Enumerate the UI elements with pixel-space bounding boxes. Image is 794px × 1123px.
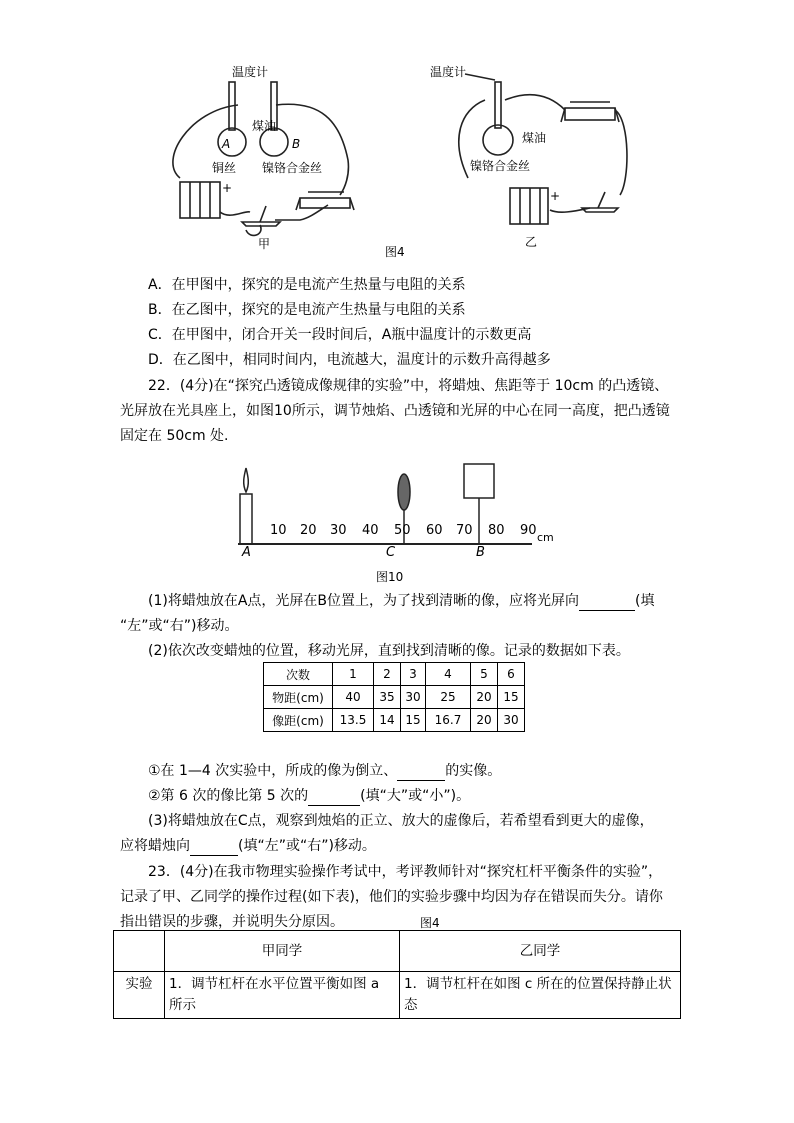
answer-blank-4[interactable]	[190, 837, 238, 856]
data-table	[263, 662, 525, 732]
table-row	[114, 931, 681, 972]
q23-intro-line3: 指出错误的步骤，并说明失分原因。	[120, 914, 344, 930]
table-row	[264, 709, 525, 732]
q22-part2: (2)依次改变蜡烛的位置，移动光屏，直到找到清晰的像。记录的数据如下表。	[148, 643, 630, 659]
table-cell: 13.5	[333, 709, 374, 732]
q22-part3-cont	[120, 837, 376, 856]
tick-80: 80	[488, 523, 505, 538]
q22-part1-text: (1)将蜡烛放在A点，光屏在B位置上，为了找到清晰的像，应将光屏向	[148, 593, 580, 609]
optical-bench	[232, 458, 572, 558]
oil-label-left: 煤油	[252, 119, 277, 133]
table-cell: 1．调节杠杆在水平位置平衡如图 a 所示	[165, 972, 400, 1019]
table-header: 甲同学	[165, 931, 400, 972]
figure-10-caption: 图10	[376, 570, 404, 584]
tick-60: 60	[426, 523, 443, 538]
table-cell: 3	[401, 663, 426, 686]
tick-40: 40	[362, 523, 379, 538]
circuit-diagram	[150, 60, 650, 260]
table-cell: 物距(cm)	[264, 686, 333, 709]
table-cell: 30	[401, 686, 426, 709]
steps-table	[113, 930, 681, 1019]
table-cell-empty	[114, 931, 165, 972]
unit-cm: cm	[537, 531, 554, 544]
diagram-label-jia: 甲	[258, 237, 271, 251]
tick-10: 10	[270, 523, 287, 538]
table-cell: 15	[401, 709, 426, 732]
flask-a-label: A	[222, 137, 231, 151]
q22-part3-text: 应将蜡烛向	[120, 838, 190, 854]
q22-part1	[148, 592, 654, 611]
table-cell: 1．调节杠杆在如图 c 所在的位置保持静止状态	[400, 972, 681, 1019]
table-cell: 5	[471, 663, 498, 686]
option-b: B．在乙图中，探究的是电流产生热量与电阻的关系	[148, 302, 466, 318]
diagram-label-yi: 乙	[525, 235, 538, 249]
flask-b-label: B	[292, 137, 301, 151]
q22-sub1-text: ①在 1—4 次实验中，所成的像为倒立、	[148, 763, 398, 779]
q23-intro-line1: 23．(4分)在我市物理实验操作考试中，考评教师针对“探究杠杆平衡条件的实验”，	[148, 864, 663, 880]
thermometer-label-right: 温度计	[430, 65, 467, 79]
tick-50: 50	[394, 523, 411, 538]
q22-part3-end: (填“左”或“右”)移动。	[238, 838, 376, 854]
battery-plus-left: +	[222, 181, 233, 195]
option-a: A．在甲图中，探究的是电流产生热量与电阻的关系	[148, 277, 466, 293]
q22-part1-fill: (填	[635, 593, 655, 609]
answer-blank-1[interactable]	[579, 592, 635, 611]
point-c: C	[386, 545, 396, 558]
q23-figure-note: 图4	[420, 916, 440, 930]
point-a: A	[242, 545, 251, 558]
nichrome-label-left: 镍铬合金丝	[262, 161, 323, 175]
tick-30: 30	[330, 523, 347, 538]
oil-label-right: 煤油	[522, 131, 547, 145]
q22-intro-line2: 光屏放在光具座上，如图10所示，调节烛焰、凸透镜和光屏的中心在同一高度，把凸透镜	[120, 403, 670, 419]
table-cell: 25	[426, 686, 471, 709]
q22-part3: (3)将蜡烛放在C点，观察到烛焰的正立、放大的虚像后，若希望看到更大的虚像，	[148, 813, 654, 829]
table-cell: 像距(cm)	[264, 709, 333, 732]
q22-part1-cont: “左”或“右”)移动。	[120, 618, 239, 634]
q22-sub1	[148, 762, 501, 781]
table-cell: 实验	[114, 972, 165, 1019]
q22-sub2-text: ②第 6 次的像比第 5 次的	[148, 788, 309, 804]
q22-sub1-end: 的实像。	[445, 763, 502, 779]
table-row	[114, 972, 681, 1019]
q23-intro-line2: 记录了甲、乙同学的操作过程(如下表)，他们的实验步骤中均因为存在错误而失分。请你	[120, 889, 663, 905]
table-cell: 15	[498, 686, 525, 709]
battery-plus-right: +	[550, 189, 561, 203]
q22-sub2-end: (填“大”或“小”)。	[360, 788, 471, 804]
q22-sub2	[148, 787, 470, 806]
table-row	[264, 663, 525, 686]
answer-blank-3[interactable]	[308, 787, 360, 806]
q22-intro-line1: 22．(4分)在“探究凸透镜成像规律的实验”中，将蜡烛、焦距等于 10cm 的凸透镜、	[148, 378, 669, 394]
table-cell: 6	[498, 663, 525, 686]
table-cell: 20	[471, 709, 498, 732]
answer-blank-2[interactable]	[397, 762, 445, 781]
table-cell: 20	[471, 686, 498, 709]
copper-wire-label: 铜丝	[212, 161, 237, 175]
option-d: D．在乙图中，相同时间内，电流越大，温度计的示数升高得越多	[148, 352, 551, 368]
nichrome-label-right: 镍铬合金丝	[470, 159, 531, 173]
table-cell: 14	[374, 709, 401, 732]
option-c: C．在甲图中，闭合开关一段时间后，A瓶中温度计的示数更高	[148, 327, 532, 343]
table-cell: 2	[374, 663, 401, 686]
table-cell: 35	[374, 686, 401, 709]
figure-4	[150, 60, 650, 260]
table-header: 乙同学	[400, 931, 681, 972]
tick-20: 20	[300, 523, 317, 538]
tick-90: 90	[520, 523, 537, 538]
table-row	[264, 686, 525, 709]
table-cell: 16.7	[426, 709, 471, 732]
table-cell: 1	[333, 663, 374, 686]
table-cell: 30	[498, 709, 525, 732]
thermometer-label-left: 温度计	[232, 65, 269, 79]
q22-intro-line3: 固定在 50cm 处.	[120, 428, 229, 444]
table-cell: 4	[426, 663, 471, 686]
tick-70: 70	[456, 523, 473, 538]
table-cell: 次数	[264, 663, 333, 686]
figure-4-caption: 图4	[385, 245, 405, 259]
point-b: B	[476, 545, 485, 558]
optical-bench-figure	[232, 458, 572, 558]
table-cell: 40	[333, 686, 374, 709]
